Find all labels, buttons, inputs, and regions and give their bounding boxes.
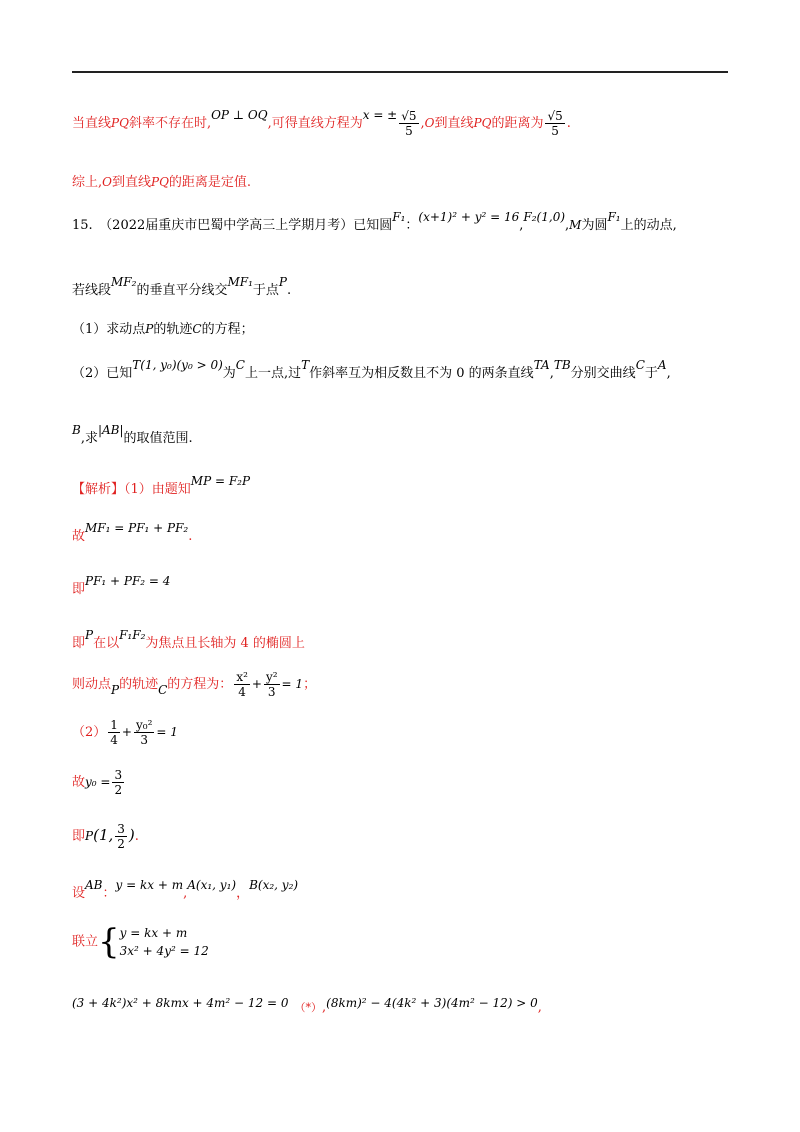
- numerator: x²: [236, 670, 248, 684]
- fraction-y0sq-over-3: [134, 718, 154, 747]
- math-point-t: T(1, y₀)(y₀ > 0): [132, 358, 223, 372]
- fraction-3-over-2: [112, 768, 124, 797]
- text: （2）: [72, 725, 107, 740]
- math-mf2: MF₂: [111, 275, 137, 289]
- text: 即: [72, 582, 86, 597]
- text: 为圆: [581, 218, 608, 233]
- math-discriminant: (8km)² − 4(4k² + 3)(4m² − 12) > 0: [326, 996, 538, 1010]
- math-equation: MP = F₂P: [190, 474, 251, 488]
- system-equation-1: y = kx + m: [119, 926, 188, 940]
- solution-line-5: [72, 670, 316, 699]
- fraction-sqrt5-over-5: [545, 109, 564, 138]
- solution-line-3: [72, 574, 170, 597]
- math-pq: PQ: [111, 116, 129, 130]
- text: 故: [72, 775, 86, 790]
- math-equation: PF₁ + PF₂ = 4: [85, 574, 171, 588]
- text: ,: [549, 366, 554, 381]
- math-mf1: MF₁: [227, 275, 253, 289]
- denominator: 5: [405, 124, 413, 138]
- numerator: √5: [547, 109, 563, 123]
- math-f1: F₁: [392, 210, 406, 224]
- text: 为: [222, 366, 236, 381]
- math-f2: F₂(1,0): [523, 210, 566, 224]
- numerator: √5: [401, 109, 417, 123]
- text-line-2: [72, 171, 251, 190]
- text: 故: [72, 529, 86, 544]
- text: 的距离是定值.: [168, 175, 252, 190]
- math-c: C: [235, 358, 245, 372]
- math-f1: F₁: [607, 210, 621, 224]
- text: ：: [102, 886, 116, 901]
- text: .: [566, 116, 571, 131]
- solution-part-2-line-6: [72, 996, 542, 1015]
- text: 作斜率互为相反数且不为 0 的两条直线: [309, 366, 534, 381]
- solution-part-2-line-2: [72, 768, 126, 797]
- text: 的轨迹: [119, 677, 159, 692]
- math-equation: MF₁ = PF₁ + PF₂: [85, 521, 189, 535]
- equation-tag: （*）: [294, 1001, 322, 1014]
- math-tb: TB: [553, 358, 571, 372]
- math-a: A: [657, 358, 667, 372]
- math-x-eq: x = ±: [362, 108, 398, 122]
- equation-system: [120, 924, 209, 960]
- text: 上的动点,: [620, 218, 677, 233]
- text: 的轨迹: [153, 322, 193, 337]
- text: ,: [322, 1000, 327, 1015]
- text: 在以: [93, 636, 120, 651]
- question-15-part-2-cont: [72, 423, 193, 446]
- math-quadratic: (3 + 4k²)x² + 8kmx + 4m² − 12 = 0: [72, 996, 289, 1010]
- text: 的距离为: [491, 116, 544, 131]
- fraction-x2-over-4: [234, 670, 250, 699]
- text: 的垂直平分线交: [136, 283, 228, 298]
- math-p: P: [278, 275, 287, 289]
- text: 15. （2022届重庆市巴蜀中学高三上学期月考）已知圆: [72, 218, 393, 233]
- solution-heading: 【解析】（1）由题知: [72, 482, 191, 497]
- math-c: C: [635, 358, 645, 372]
- text: 于: [644, 366, 658, 381]
- text: 则动点: [72, 677, 112, 692]
- text: ,: [565, 218, 570, 233]
- text: 为焦点且长轴为 4 的椭圆上: [145, 636, 305, 651]
- math-paren: (1,: [93, 826, 114, 844]
- math-p: P: [111, 683, 120, 697]
- numerator: y²: [265, 670, 278, 684]
- text: 当直线: [72, 116, 112, 131]
- denominator: 4: [238, 685, 246, 699]
- text: 的方程；: [201, 322, 254, 337]
- math-c: C: [158, 683, 168, 697]
- denominator: 2: [114, 783, 123, 797]
- text: 设: [72, 886, 86, 901]
- math-pq: PQ: [151, 175, 169, 189]
- solution-part-2-line-1: [72, 718, 178, 747]
- numerator: y₀²: [135, 718, 153, 732]
- text: ,: [420, 116, 425, 131]
- math-line-equation: y = kx + m: [115, 878, 184, 892]
- text: 分别交曲线: [570, 366, 636, 381]
- math-plus: +: [121, 725, 132, 739]
- math-ta: TA: [533, 358, 550, 372]
- question-15-part-1: [72, 318, 254, 337]
- numerator: 3: [117, 822, 125, 836]
- math-abs-ab: |AB|: [97, 423, 124, 437]
- math-point-b: B(x₂, y₂): [249, 878, 299, 892]
- math-p: P: [85, 628, 94, 642]
- text: ,: [666, 366, 671, 381]
- system-equation-2: 3x² + 4y² = 12: [119, 944, 209, 958]
- question-15-line-1: [72, 210, 677, 233]
- solution-part-2-line-3: [72, 822, 139, 851]
- question-15-line-2: [72, 275, 291, 298]
- solution-part-2-line-5: [72, 924, 209, 960]
- math-m: M: [569, 218, 582, 232]
- math-paren: ): [128, 826, 135, 844]
- question-15-part-2: [72, 358, 671, 381]
- numerator: 1: [110, 718, 118, 732]
- text: 的方程为：: [167, 677, 233, 692]
- text: ,: [183, 886, 188, 901]
- math-o: O: [424, 116, 435, 130]
- text: ；: [303, 677, 317, 692]
- text: 即: [72, 636, 86, 651]
- solution-part-2-line-4: [72, 878, 298, 901]
- text: 若线段: [72, 283, 112, 298]
- text: 的取值范围.: [123, 431, 193, 446]
- solution-line-1: [72, 474, 250, 497]
- solution-line-4: [72, 628, 305, 651]
- text: （2）已知: [72, 366, 133, 381]
- text: 斜率不存在时,: [128, 116, 212, 131]
- math-f1f2: F₁F₂: [119, 628, 146, 642]
- text: .: [188, 529, 193, 544]
- text: 联立: [72, 934, 99, 950]
- text: 到直线: [434, 116, 474, 131]
- math-pq: PQ: [473, 116, 492, 130]
- header-rule: [72, 71, 728, 73]
- solution-line-2: [72, 521, 192, 544]
- brace-symbol: {: [98, 922, 120, 962]
- denominator: 4: [110, 733, 118, 747]
- denominator: 5: [551, 124, 559, 138]
- math-ab: AB: [85, 878, 103, 892]
- fraction-sqrt5-over-5: [399, 109, 418, 138]
- math-plus: +: [251, 677, 262, 691]
- math-equals-one: = 1: [156, 725, 178, 739]
- math-o: O: [102, 175, 112, 189]
- math-equals-one: = 1: [281, 677, 304, 691]
- math-p: P: [145, 322, 154, 336]
- text: ,: [537, 1000, 542, 1015]
- math-perpendicular: OP ⊥ OQ: [211, 108, 268, 122]
- math-c: C: [192, 322, 202, 336]
- text: ，: [236, 886, 250, 901]
- fraction-y2-over-3: [264, 670, 280, 699]
- fraction-3-over-2: [115, 822, 127, 851]
- text: 上一点,过: [244, 366, 302, 381]
- math-p: P: [85, 829, 94, 843]
- text: 于点: [252, 283, 279, 298]
- math-t: T: [301, 358, 310, 372]
- text: 综上,: [72, 175, 103, 190]
- denominator: 3: [267, 685, 276, 699]
- text: 到直线: [111, 175, 151, 190]
- denominator: 3: [140, 733, 148, 747]
- fraction-1-over-4: [108, 718, 120, 747]
- text: ,: [519, 218, 524, 233]
- denominator: 2: [117, 837, 125, 851]
- math-circle-equation: (x+1)² + y² = 16: [418, 210, 520, 224]
- text: .: [287, 283, 292, 298]
- numerator: 3: [114, 768, 123, 782]
- math-y0-eq: y₀ =: [85, 775, 111, 789]
- text: 即: [72, 829, 86, 844]
- text: ,求: [80, 431, 98, 446]
- text: （1）求动点: [72, 322, 146, 337]
- text: .: [134, 829, 139, 844]
- math-point-a: A(x₁, y₁): [187, 878, 237, 892]
- text: ,可得直线方程为: [267, 116, 363, 131]
- text-line-1: [72, 108, 571, 138]
- math-b: B: [72, 423, 81, 437]
- text: ：: [405, 218, 419, 233]
